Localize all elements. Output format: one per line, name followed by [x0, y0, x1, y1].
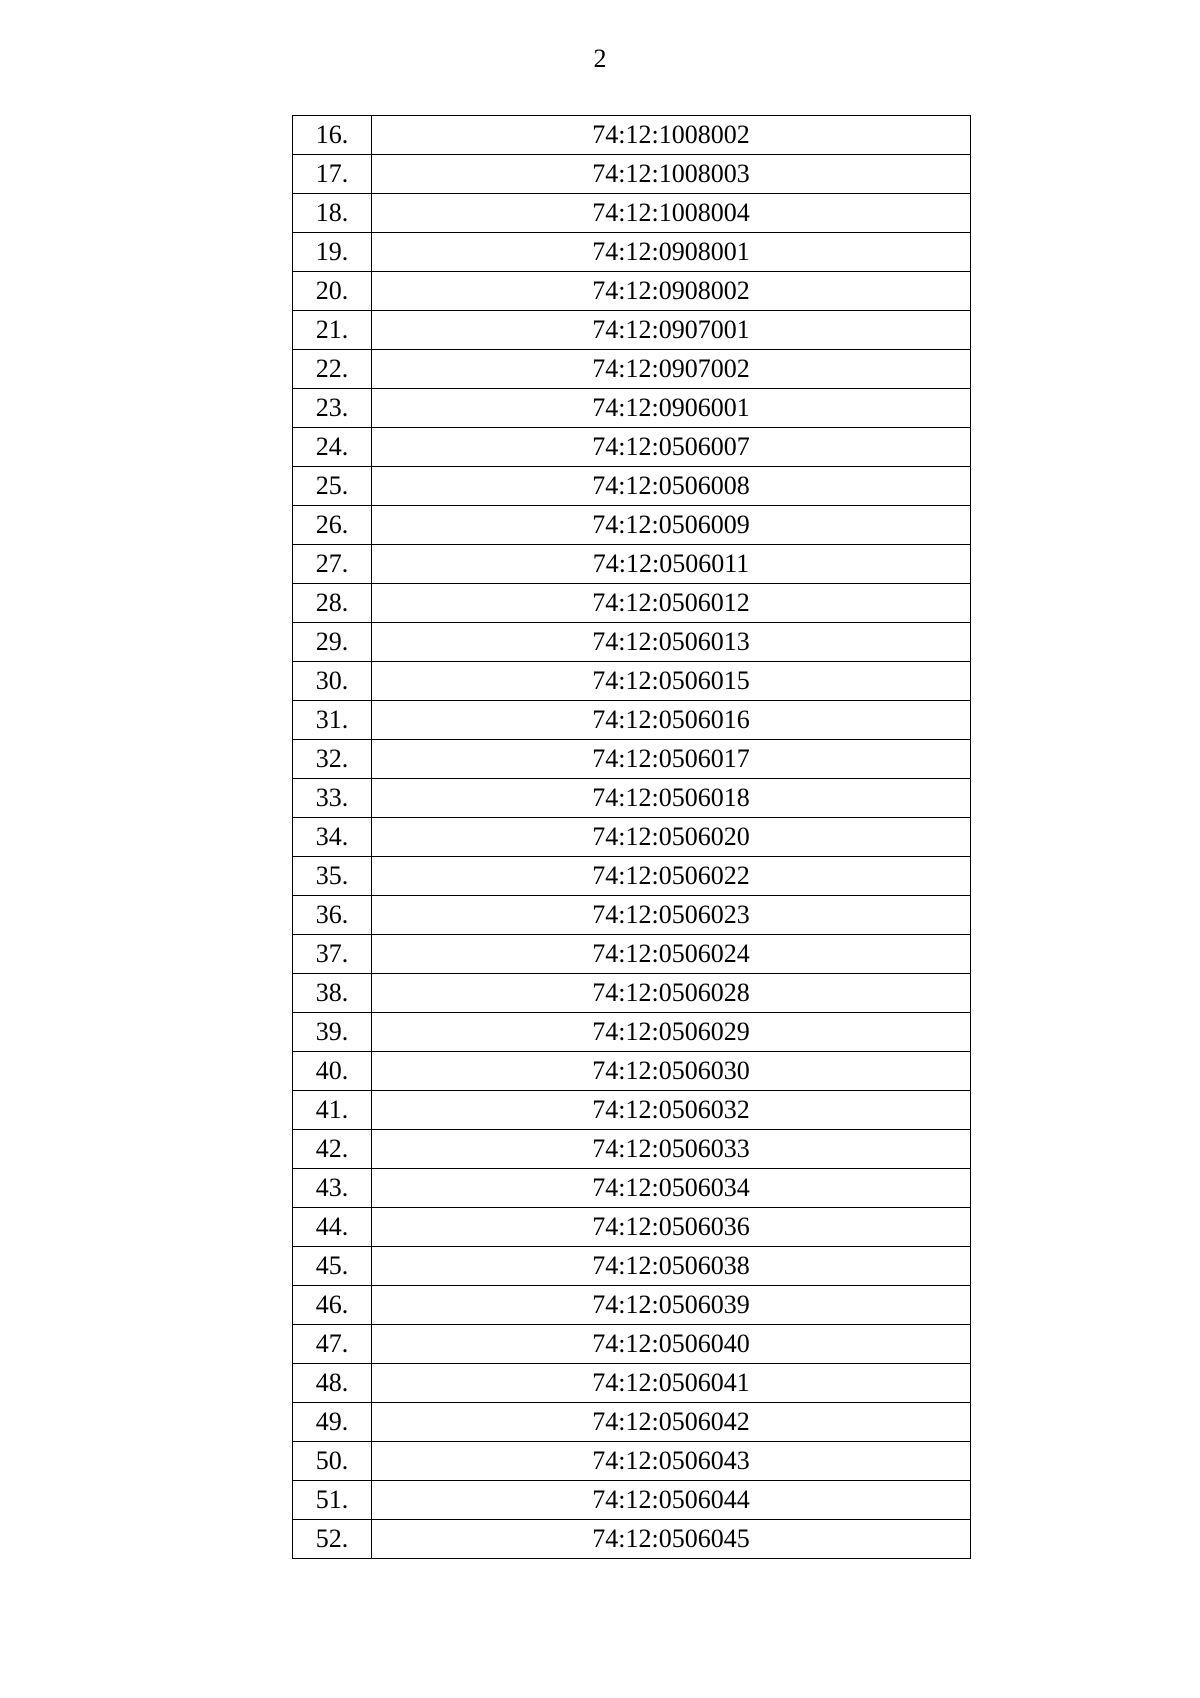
cadastral-code-cell: 74:12:1008002 — [372, 116, 971, 155]
table-row — [293, 350, 971, 389]
row-number-cell: 31. — [293, 701, 372, 740]
table-row — [293, 1208, 971, 1247]
row-number-cell: 16. — [293, 116, 372, 155]
cadastral-table — [292, 115, 971, 1559]
cadastral-code-cell: 74:12:0907001 — [372, 311, 971, 350]
cadastral-code-cell: 74:12:0506041 — [372, 1364, 971, 1403]
row-number-cell: 35. — [293, 857, 372, 896]
cadastral-code-cell: 74:12:0506039 — [372, 1286, 971, 1325]
table-row — [293, 1364, 971, 1403]
table-row — [293, 506, 971, 545]
table-row — [293, 584, 971, 623]
table-row — [293, 935, 971, 974]
row-number-cell: 44. — [293, 1208, 372, 1247]
table-row — [293, 467, 971, 506]
row-number-cell: 17. — [293, 155, 372, 194]
row-number-cell: 32. — [293, 740, 372, 779]
table-row — [293, 272, 971, 311]
row-number-cell: 28. — [293, 584, 372, 623]
row-number-cell: 22. — [293, 350, 372, 389]
table-row — [293, 194, 971, 233]
row-number-cell: 49. — [293, 1403, 372, 1442]
table-row — [293, 116, 971, 155]
table-row — [293, 1130, 971, 1169]
cadastral-code-cell: 74:12:0506024 — [372, 935, 971, 974]
table-row — [293, 1442, 971, 1481]
table-row — [293, 623, 971, 662]
cadastral-code-cell: 74:12:0506008 — [372, 467, 971, 506]
table-row — [293, 389, 971, 428]
row-number-cell: 39. — [293, 1013, 372, 1052]
table-row — [293, 1052, 971, 1091]
cadastral-code-cell: 74:12:0506030 — [372, 1052, 971, 1091]
cadastral-code-cell: 74:12:0906001 — [372, 389, 971, 428]
table-row — [293, 428, 971, 467]
cadastral-code-cell: 74:12:0506028 — [372, 974, 971, 1013]
row-number-cell: 46. — [293, 1286, 372, 1325]
table-row — [293, 896, 971, 935]
cadastral-code-cell: 74:12:0506020 — [372, 818, 971, 857]
row-number-cell: 38. — [293, 974, 372, 1013]
row-number-cell: 34. — [293, 818, 372, 857]
cadastral-code-cell: 74:12:0506044 — [372, 1481, 971, 1520]
table-row — [293, 1520, 971, 1559]
row-number-cell: 37. — [293, 935, 372, 974]
cadastral-code-cell: 74:12:0907002 — [372, 350, 971, 389]
row-number-cell: 40. — [293, 1052, 372, 1091]
cadastral-code-cell: 74:12:0506016 — [372, 701, 971, 740]
table-row — [293, 1481, 971, 1520]
table-row — [293, 1013, 971, 1052]
row-number-cell: 20. — [293, 272, 372, 311]
row-number-cell: 29. — [293, 623, 372, 662]
row-number-cell: 26. — [293, 506, 372, 545]
table-row — [293, 662, 971, 701]
cadastral-code-cell: 74:12:0506029 — [372, 1013, 971, 1052]
cadastral-code-cell: 74:12:0908002 — [372, 272, 971, 311]
table-row — [293, 974, 971, 1013]
table-row — [293, 1286, 971, 1325]
table-row — [293, 155, 971, 194]
table-row — [293, 818, 971, 857]
cadastral-code-cell: 74:12:0506023 — [372, 896, 971, 935]
row-number-cell: 18. — [293, 194, 372, 233]
row-number-cell: 52. — [293, 1520, 372, 1559]
row-number-cell: 25. — [293, 467, 372, 506]
table-row — [293, 1247, 971, 1286]
cadastral-code-cell: 74:12:1008003 — [372, 155, 971, 194]
row-number-cell: 33. — [293, 779, 372, 818]
row-number-cell: 36. — [293, 896, 372, 935]
cadastral-code-cell: 74:12:0506034 — [372, 1169, 971, 1208]
row-number-cell: 21. — [293, 311, 372, 350]
row-number-cell: 47. — [293, 1325, 372, 1364]
cadastral-code-cell: 74:12:0506043 — [372, 1442, 971, 1481]
row-number-cell: 24. — [293, 428, 372, 467]
row-number-cell: 41. — [293, 1091, 372, 1130]
table-row — [293, 311, 971, 350]
row-number-cell: 30. — [293, 662, 372, 701]
cadastral-code-cell: 74:12:0506045 — [372, 1520, 971, 1559]
table-row — [293, 857, 971, 896]
row-number-cell: 45. — [293, 1247, 372, 1286]
row-number-cell: 27. — [293, 545, 372, 584]
cadastral-code-cell: 74:12:0506015 — [372, 662, 971, 701]
row-number-cell: 19. — [293, 233, 372, 272]
table-row — [293, 233, 971, 272]
row-number-cell: 51. — [293, 1481, 372, 1520]
row-number-cell: 43. — [293, 1169, 372, 1208]
cadastral-code-cell: 74:12:0506022 — [372, 857, 971, 896]
cadastral-code-cell: 74:12:0506012 — [372, 584, 971, 623]
cadastral-code-cell: 74:12:0506013 — [372, 623, 971, 662]
cadastral-table-body — [293, 116, 971, 1559]
cadastral-code-cell: 74:12:0506011 — [372, 545, 971, 584]
row-number-cell: 42. — [293, 1130, 372, 1169]
table-row — [293, 1091, 971, 1130]
table-row — [293, 1169, 971, 1208]
cadastral-code-cell: 74:12:0506033 — [372, 1130, 971, 1169]
cadastral-code-cell: 74:12:0506036 — [372, 1208, 971, 1247]
row-number-cell: 48. — [293, 1364, 372, 1403]
row-number-cell: 23. — [293, 389, 372, 428]
cadastral-code-cell: 74:12:0908001 — [372, 233, 971, 272]
page-number: 2 — [593, 44, 607, 73]
cadastral-code-cell: 74:12:1008004 — [372, 194, 971, 233]
cadastral-code-cell: 74:12:0506007 — [372, 428, 971, 467]
table-row — [293, 1325, 971, 1364]
table-row — [293, 1403, 971, 1442]
table-row — [293, 545, 971, 584]
table-row — [293, 779, 971, 818]
cadastral-code-cell: 74:12:0506032 — [372, 1091, 971, 1130]
cadastral-code-cell: 74:12:0506009 — [372, 506, 971, 545]
row-number-cell: 50. — [293, 1442, 372, 1481]
cadastral-code-cell: 74:12:0506040 — [372, 1325, 971, 1364]
table-row — [293, 701, 971, 740]
cadastral-code-cell: 74:12:0506038 — [372, 1247, 971, 1286]
cadastral-code-cell: 74:12:0506017 — [372, 740, 971, 779]
cadastral-code-cell: 74:12:0506018 — [372, 779, 971, 818]
table-row — [293, 740, 971, 779]
cadastral-code-cell: 74:12:0506042 — [372, 1403, 971, 1442]
